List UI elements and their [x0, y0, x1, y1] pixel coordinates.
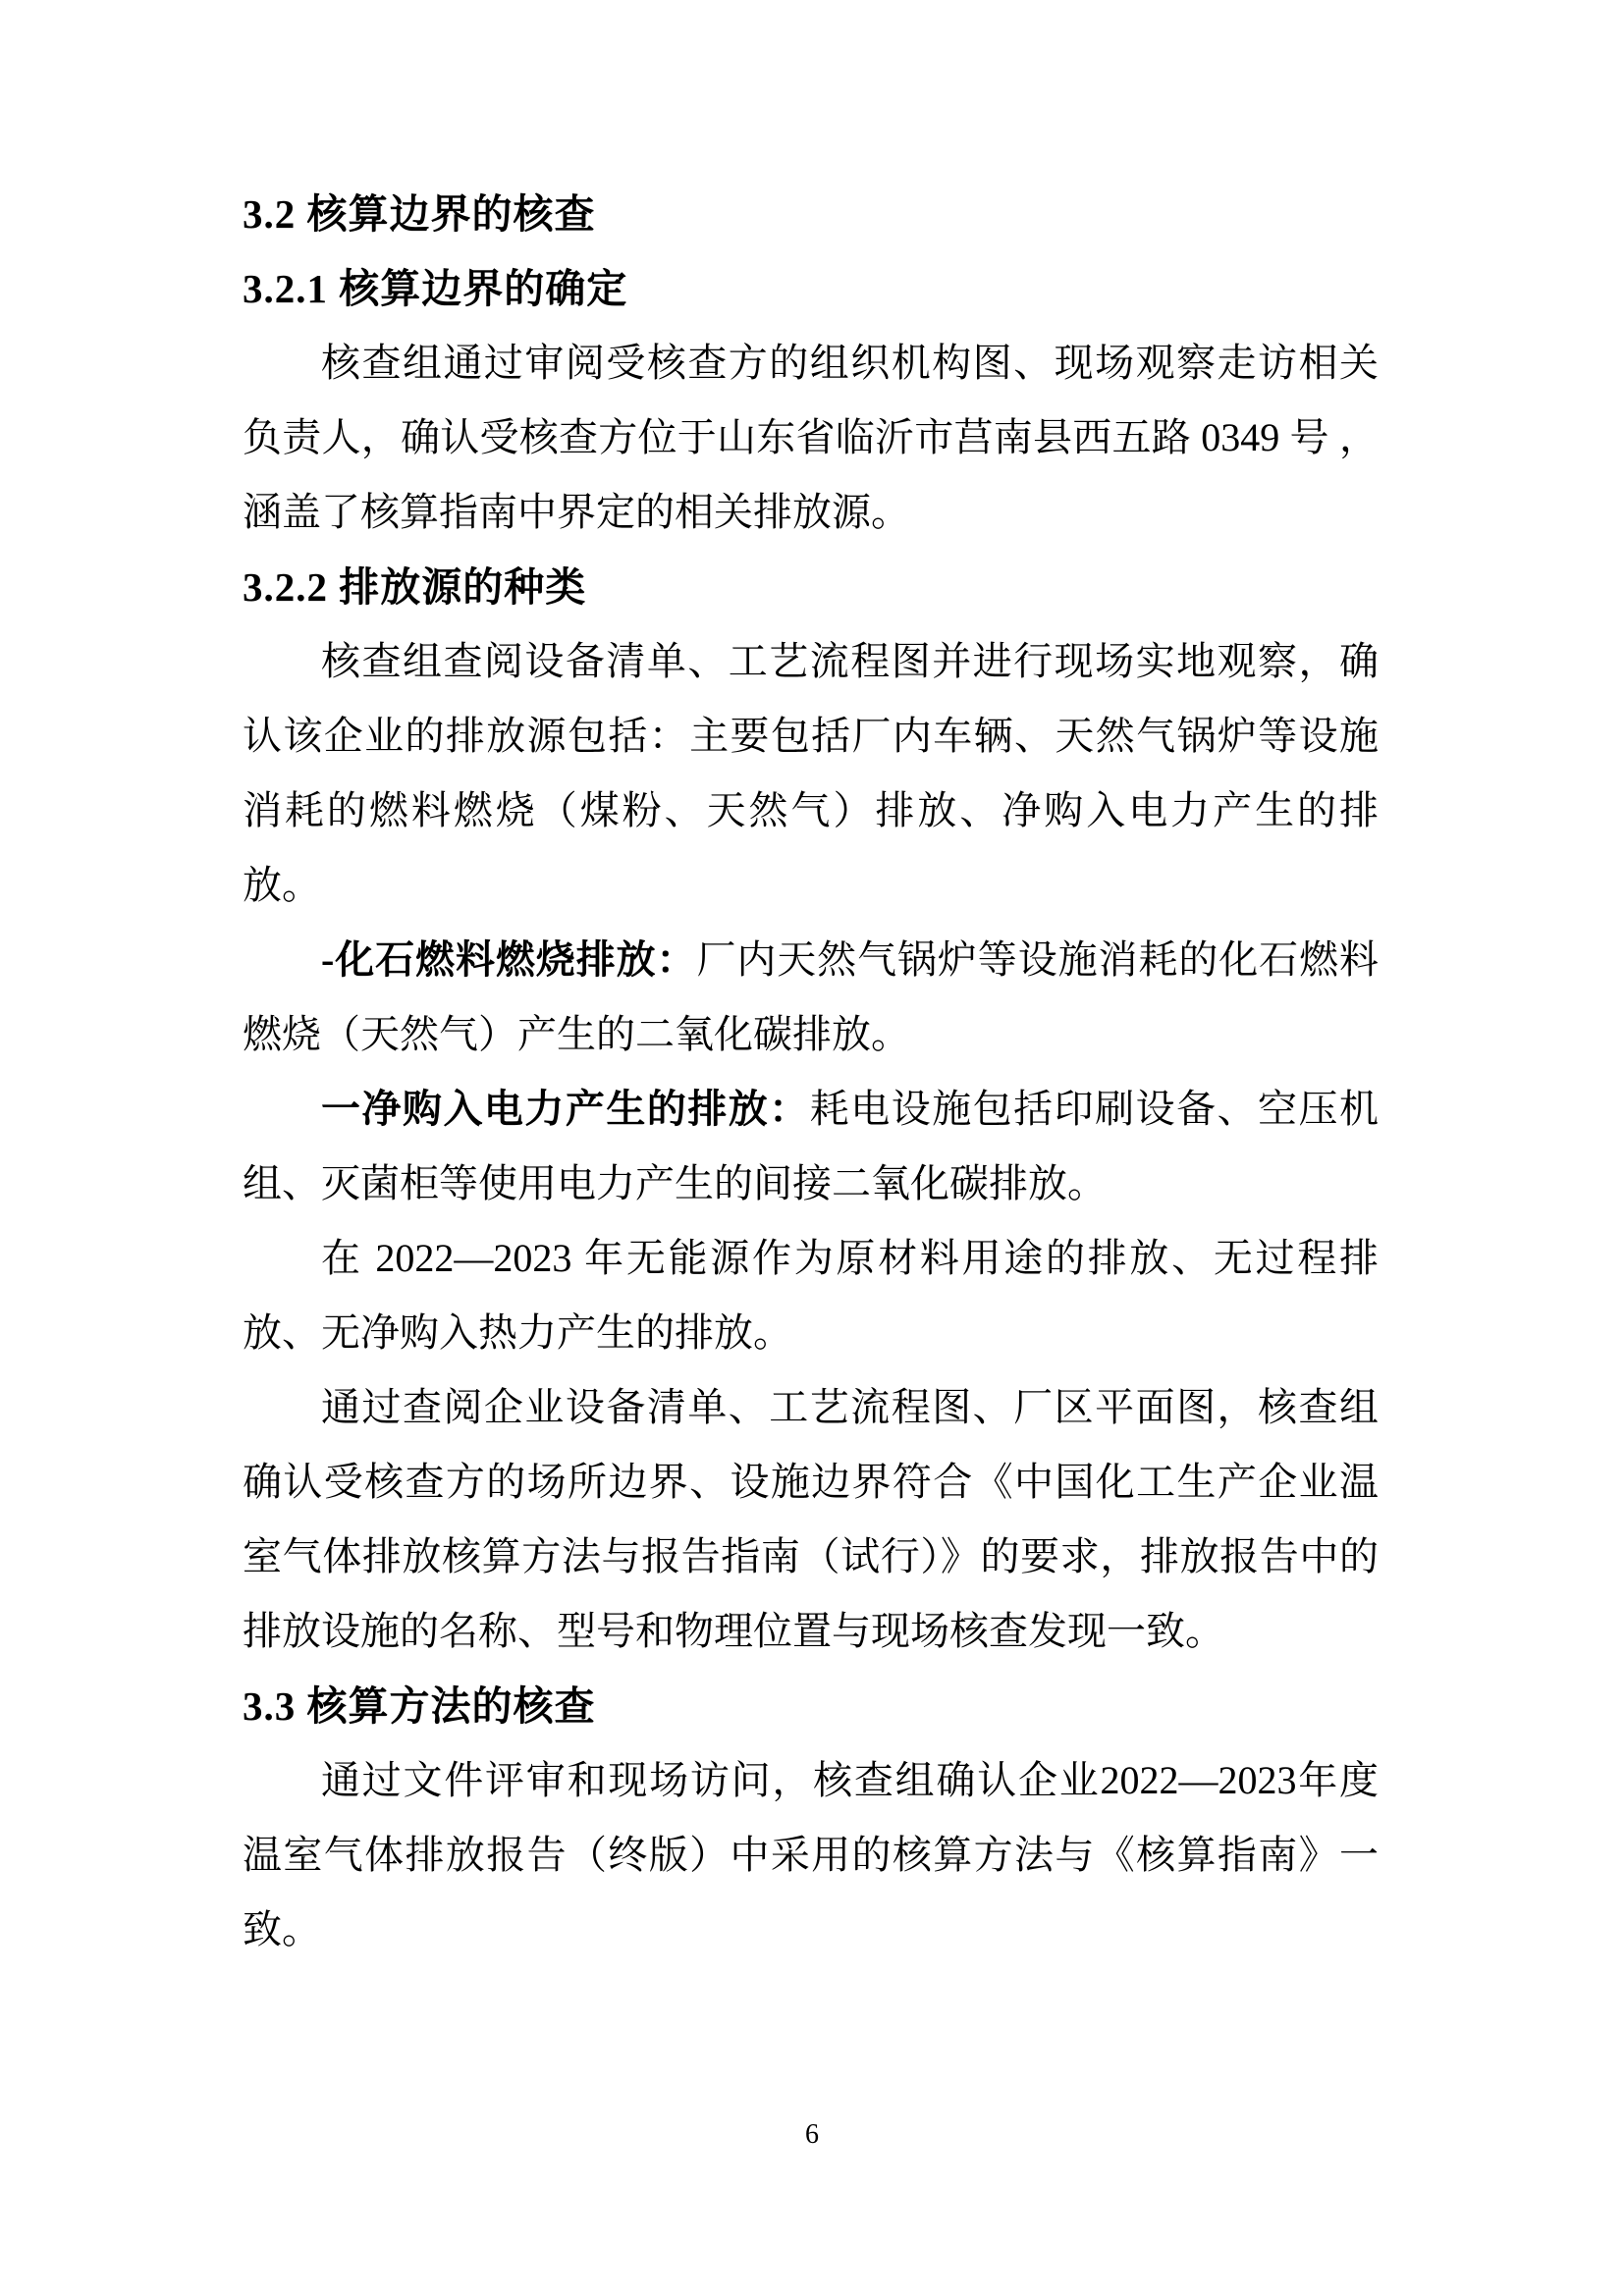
paragraph-boundary-compliance: 通过查阅企业设备清单、工艺流程图、厂区平面图，核查组确认受核查方的场所边界、设施边界符合《中国化工生产企业温室气体排放核算方法与报告指南（试行）》的要求，排放报告中的排放设施的名称、型号和物理位置与现场核查发现一致。 [243, 1385, 1379, 1653]
paragraph-excluded-emissions: 在 2022—2023 年无能源作为原材料用途的排放、无过程排放、无净购入热力产生的排放。 [243, 1236, 1379, 1355]
section-heading-3-3: 3.3 核算方法的核查 [243, 1683, 596, 1729]
section-heading-3-2-1: 3.2.1 核算边界的确定 [243, 266, 628, 311]
paragraph-purchased-electricity-emissions [243, 1072, 1379, 1221]
paragraph-boundary-determination: 核查组通过审阅受核查方的组织机构图、现场观察走访相关负责人，确认受核查方位于山东省临沂市莒南县西五路 0349 号 ，涵盖了核算指南中界定的相关排放源。 [243, 341, 1379, 534]
fossil-fuel-description: 厂内天然气锅炉等设施消耗的化石燃料燃烧（天然气）产生的二氧化碳排放。 [243, 937, 1380, 1056]
document-body [243, 177, 1379, 1967]
purchased-electricity-lead-label: 一净购入电力产生的排放： [321, 1087, 810, 1131]
section-heading-3-2: 3.2 核算边界的核查 [243, 191, 596, 237]
paragraph-emission-source-types: 核查组查阅设备清单、工艺流程图并进行现场实地观察，确认该企业的排放源包括：主要包括厂内车辆、天然气锅炉等设施消耗的燃料燃烧（煤粉、天然气）排放、净购入电力产生的排放。 [243, 639, 1379, 907]
purchased-electricity-description: 耗电设施包括印刷设备、空压机组、灭菌柜等使用电力产生的间接二氧化碳排放。 [243, 1087, 1380, 1205]
section-heading-3-2-2: 3.2.2 排放源的种类 [243, 564, 587, 610]
page-number: 6 [805, 2119, 819, 2150]
paragraph-method-verification: 通过文件评审和现场访问，核查组确认企业2022—2023年度温室气体排放报告（终版）中采用的核算方法与《核算指南》一致。 [243, 1758, 1379, 1951]
paragraph-fossil-fuel-emissions [243, 923, 1379, 1072]
fossil-fuel-lead-label: -化石燃料燃烧排放： [321, 937, 697, 982]
